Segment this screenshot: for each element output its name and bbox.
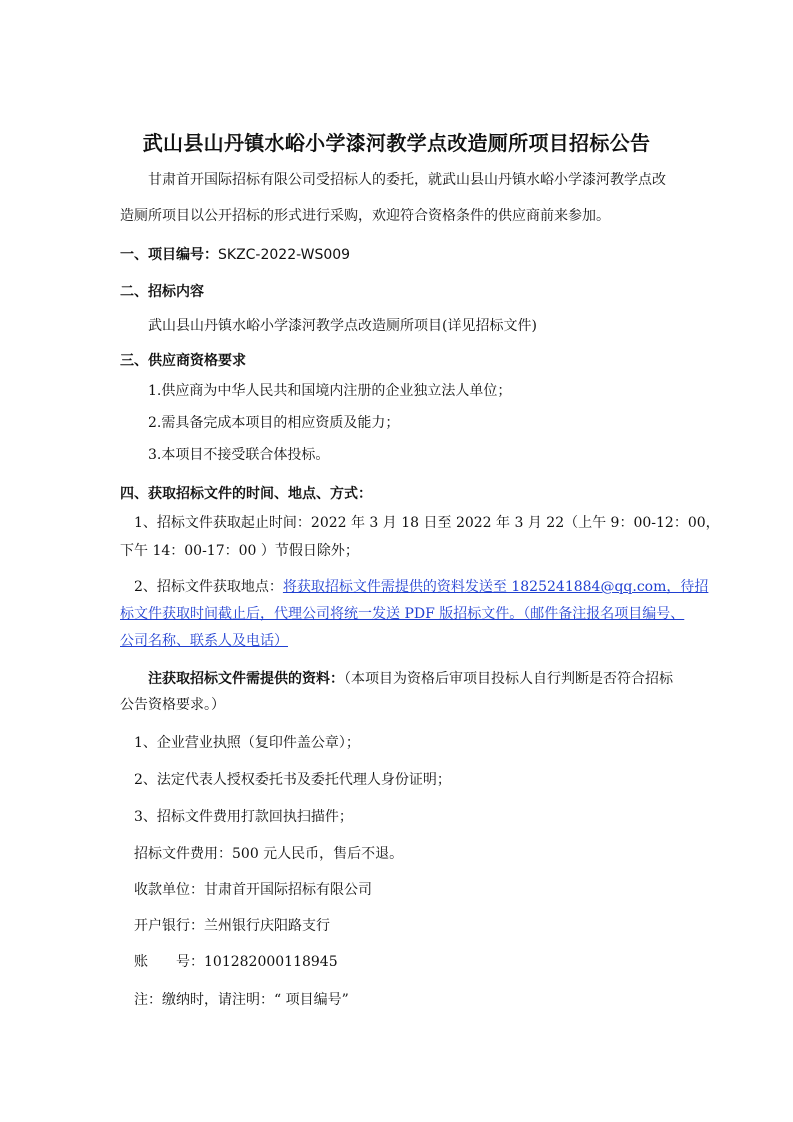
- note-required-text: （本项目为资格后审项目投标人自行判断是否符合招标: [344, 671, 673, 687]
- section-qualification-heading: 三、供应商资格要求: [120, 353, 246, 369]
- obtain-place-line-2: [120, 605, 685, 623]
- material-item: 3、招标文件费用打款回执扫描件；: [134, 809, 353, 825]
- section-bid-content-heading: 二、招标内容: [120, 284, 204, 300]
- note-required-label: 注获取招标文件需提供的资料：: [148, 671, 344, 687]
- qualification-item: 3.本项目不接受联合体投标。: [148, 447, 330, 463]
- material-item: 1、企业营业执照（复印件盖公章）；: [134, 735, 360, 751]
- section-project-number-label: 一、项目编号：: [120, 247, 218, 263]
- intro-line-2: 造厕所项目以公开招标的形式进行采购，欢迎符合资格条件的供应商前来参加。: [120, 208, 610, 224]
- obtain-time-line-1: 1、招标文件获取起止时间：2022 年 3 月 18 日至 2022 年 3 月 22（上午 9：00-12：00，: [134, 515, 720, 531]
- obtain-place-link-end[interactable]: 公司名称、联系人及电话）: [120, 633, 288, 649]
- account-line: 账 号：101282000118945: [134, 954, 338, 970]
- section-project-number: [120, 246, 680, 264]
- payee-line: 收款单位：甘肃首开国际招标有限公司: [134, 882, 372, 898]
- intro-line-1: 甘肃首开国际招标有限公司受招标人的委托，就武山县山丹镇水峪小学漆河教学点改: [148, 172, 666, 188]
- project-number-value: SKZC-2022-WS009: [218, 247, 351, 263]
- bid-content-text: 武山县山丹镇水峪小学漆河教学点改造厕所项目(详见招标文件): [148, 318, 537, 334]
- fee-line: 招标文件费用：500 元人民币，售后不退。: [134, 846, 404, 862]
- payment-remark-line: 注：缴纳时，请注明：“ 项目编号”: [134, 992, 349, 1008]
- page-title: 武山县山丹镇水峪小学漆河教学点改造厕所项目招标公告: [142, 131, 651, 155]
- obtain-place-line-3: [120, 632, 680, 650]
- material-item: 2、法定代表人授权委托书及委托代理人身份证明；: [134, 772, 451, 788]
- obtain-place-email-link[interactable]: 将获取招标文件需提供的资料发送至 1825241884@qq.com，待招: [282, 579, 709, 595]
- obtain-time-line-2: 下午 14：00-17：00 ）节假日除外；: [120, 543, 359, 559]
- obtain-place-link-continued[interactable]: 标文件获取时间截止后，代理公司将统一发送 PDF 版招标文件。（邮件备注报名项目编号、: [120, 606, 685, 622]
- qualification-item: 2.需具备完成本项目的相应资质及能力；: [148, 415, 400, 431]
- obtain-place-prefix: 2、招标文件获取地点：: [134, 579, 283, 595]
- bank-line: 开户银行：兰州银行庆阳路支行: [134, 918, 330, 934]
- obtain-place-line-1: [134, 578, 709, 596]
- section-obtain-docs-heading: 四、获取招标文件的时间、地点、方式：: [120, 486, 372, 502]
- note-required-materials: [148, 670, 708, 688]
- note-required-text-2: 公告资格要求。）: [120, 697, 225, 713]
- qualification-item: 1.供应商为中华人民共和国境内注册的企业独立法人单位；: [148, 383, 512, 399]
